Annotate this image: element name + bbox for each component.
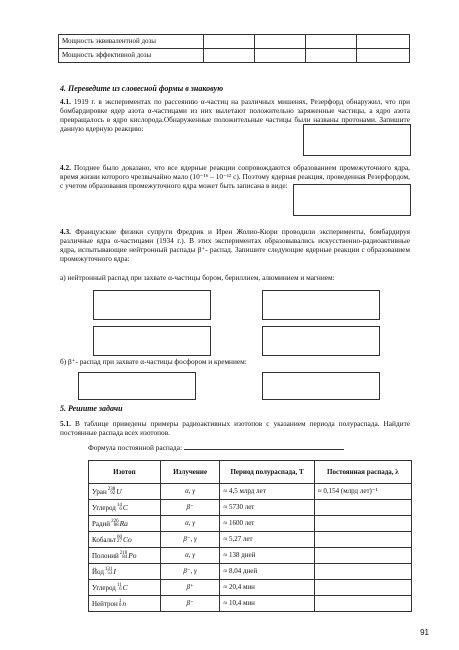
- nuclide-numbers: [105, 568, 113, 576]
- decay-constant-cell[interactable]: [314, 548, 411, 564]
- isotope-name: Кобальт: [92, 535, 117, 544]
- answer-box-4-1[interactable]: [303, 124, 411, 156]
- isotope-name: Углерод: [92, 503, 116, 512]
- isotope-name: Нейтрон: [92, 599, 118, 608]
- paragraph-4-1-number: 4.1.: [60, 97, 71, 106]
- half-life-cell: ≈ 8,04 дней: [220, 564, 314, 580]
- answer-box-4-3b-1[interactable]: [78, 372, 196, 400]
- radiation-cell: β⁻: [160, 500, 220, 516]
- dose-table-cell[interactable]: [357, 49, 410, 63]
- isotope-row: [89, 484, 412, 500]
- radiation-cell: α, γ: [160, 484, 220, 500]
- decay-constant-cell[interactable]: [314, 516, 411, 532]
- paragraph-4-3-b: б) β⁺- распад при захвате α-частицы фосфором и кремнием:: [60, 357, 247, 366]
- isotope-table-header: Период полураспада, T: [220, 461, 314, 484]
- nuclide-numbers: [119, 600, 122, 608]
- dose-table-cell[interactable]: [203, 35, 254, 49]
- isotope-row: [89, 500, 412, 516]
- dose-table-cell[interactable]: [203, 49, 254, 63]
- isotope-cell: [89, 484, 161, 500]
- mass-number: 238: [107, 487, 116, 493]
- dose-table-cell[interactable]: [254, 49, 305, 63]
- formula-label: Формула постоянной распада:: [88, 443, 182, 452]
- paragraph-4-3-a: а) нейтронный распад при захвате α-частицы бором, бериллием, алюминием и магнием:: [60, 273, 335, 282]
- paragraph-5-1: [60, 420, 410, 438]
- isotope-cell: [89, 580, 161, 596]
- atomic-number: 88: [113, 523, 119, 529]
- isotope-row: [89, 596, 412, 612]
- nuclide-numbers: [111, 520, 119, 528]
- radiation-cell: β⁻, γ: [160, 532, 220, 548]
- dose-table-label: Мощность эквивалентной дозы: [59, 35, 204, 49]
- isotope-cell: [89, 564, 161, 580]
- nuclide-numbers: [120, 552, 128, 560]
- atomic-number: 27: [117, 539, 123, 545]
- answer-box-4-3a-2[interactable]: [262, 290, 380, 320]
- mass-number: 11: [116, 583, 122, 589]
- mass-number: 131: [104, 567, 113, 573]
- atomic-number: 84: [122, 555, 128, 561]
- element-symbol: C: [122, 502, 128, 512]
- dose-table-row: [59, 35, 410, 49]
- isotope-name: Йод: [92, 567, 104, 576]
- atomic-number: 0: [118, 603, 122, 609]
- decay-constant-cell[interactable]: [314, 532, 411, 548]
- dose-table-label: Мощность эффективной дозы: [59, 49, 204, 63]
- dose-table-row: [59, 49, 410, 63]
- paragraph-4-3-number: 4.3.: [60, 227, 71, 236]
- formula-blank[interactable]: [184, 442, 344, 450]
- isotope-table-header: Постоянная распада, λ: [314, 461, 411, 484]
- nuclide-numbers: [117, 584, 122, 592]
- dose-table-cell[interactable]: [254, 35, 305, 49]
- decay-constant-cell[interactable]: [314, 596, 411, 612]
- paragraph-4-2-number: 4.2.: [60, 163, 71, 172]
- isotope-cell: [89, 548, 161, 564]
- nuclide-numbers: [117, 504, 122, 512]
- half-life-cell: ≈ 20,4 мин: [220, 580, 314, 596]
- answer-box-4-3a-1[interactable]: [93, 290, 211, 320]
- page-number: 91: [420, 628, 429, 637]
- mass-number: 210: [119, 551, 128, 557]
- isotope-name: Полоний: [92, 551, 119, 560]
- section4-heading: 4. Переведите из словесной формы в знаковую: [60, 84, 224, 93]
- paragraph-4-2-text: Позднее было доказано, что все ядерные реакции сопровождаются образованием промежуточного ядра, время жизни которого чрезвычайно мало (10⁻¹⁶ – 10⁻¹² с). Поэтому ядерная реакция, проведенная Резерфордом, с учетом образования промежуточного ядра может быть записана в виде:: [60, 163, 411, 190]
- radiation-cell: α, γ: [160, 516, 220, 532]
- element-symbol: Co: [123, 534, 132, 544]
- paragraph-5-1-text: В таблице приведены примеры радиоактивных изотопов с указанием периода полураспада. Найдите постоянные распада всех изотопов.: [60, 419, 410, 437]
- radiation-cell: β⁺: [160, 580, 220, 596]
- isotope-row: [89, 580, 412, 596]
- element-symbol: I: [113, 566, 116, 576]
- answer-box-4-3a-4[interactable]: [262, 326, 380, 356]
- radiation-cell: β⁻: [160, 596, 220, 612]
- dose-table-cell[interactable]: [305, 49, 356, 63]
- decay-constant-cell[interactable]: ≈ 0,154 (млрд лет)⁻¹: [314, 484, 411, 500]
- paragraph-4-3: [60, 228, 410, 264]
- isotope-cell: [89, 532, 161, 548]
- half-life-cell: ≈ 4,5 млрд лет: [220, 484, 314, 500]
- atomic-number: 6: [119, 507, 122, 513]
- decay-constant-cell[interactable]: [314, 564, 411, 580]
- element-symbol: Po: [128, 550, 137, 560]
- mass-number: 226: [111, 519, 119, 525]
- radiation-cell: β⁻, γ: [160, 564, 220, 580]
- half-life-cell: ≈ 138 дней: [220, 548, 314, 564]
- isotope-name: Радий: [92, 519, 111, 528]
- mass-number: 14: [116, 503, 122, 509]
- isotope-cell: [89, 596, 161, 612]
- atomic-number: 6: [119, 587, 122, 593]
- dose-rate-table: [58, 34, 410, 63]
- isotope-row: [89, 532, 412, 548]
- element-symbol: Ra: [119, 518, 128, 528]
- isotope-table-header: Излучение: [160, 461, 220, 484]
- isotope-row: [89, 564, 412, 580]
- isotope-cell: [89, 500, 161, 516]
- formula-line: [88, 442, 344, 453]
- isotope-row: [89, 548, 412, 564]
- paragraph-4-3-text: Французские физики супруги Фредрик и Ирен Жолио-Кюри проводили эксперименты, бомбардируя различные ядра α-частицами (1934 г.). В этих экспериментах образовывались искусственно-радиоактивные ядра, испытывающие нейтронный распады β⁺- распад. Запишите следующие ядерные реакции с образованием промежуточного ядра:: [60, 227, 410, 263]
- answer-box-4-3b-2[interactable]: [262, 372, 380, 400]
- radiation-cell: α, γ: [160, 548, 220, 564]
- half-life-cell: ≈ 5,27 лет: [220, 532, 314, 548]
- dose-table-cell[interactable]: [305, 35, 356, 49]
- nuclide-numbers: [108, 488, 116, 496]
- paragraph-4-1-text: 1919 г. в экспериментах по рассеянию α-частиц на различных мишенях, Резерфорд обнаружил, что при бомбардировке ядер азота α-частицами из них вылетают положительно заряженные частицы, а ядро азота превращалось в ядро кислорода.Обнаруженные положительные частицы были названы протонами. Запишите данную ядерную реакцию:: [60, 97, 410, 133]
- decay-constant-cell[interactable]: [314, 500, 411, 516]
- answer-box-4-3a-3[interactable]: [93, 326, 211, 356]
- isotope-table-header: Изотоп: [89, 461, 161, 484]
- half-life-cell: ≈ 1600 лет: [220, 516, 314, 532]
- mass-number: 1: [118, 599, 122, 605]
- mass-number: 60: [117, 535, 123, 541]
- isotope-name: Уран: [92, 487, 107, 496]
- answer-box-4-2[interactable]: [293, 184, 411, 216]
- atomic-number: 53: [107, 571, 113, 577]
- element-symbol: U: [116, 486, 122, 496]
- isotope-cell: [89, 516, 161, 532]
- element-symbol: C: [122, 582, 128, 592]
- isotope-table: [88, 460, 412, 612]
- nuclide-numbers: [117, 536, 122, 544]
- half-life-cell: ≈ 5730 лет: [220, 500, 314, 516]
- decay-constant-cell[interactable]: [314, 580, 411, 596]
- element-symbol: n: [122, 598, 127, 608]
- isotope-name: Углерод: [92, 583, 116, 592]
- atomic-number: 92: [110, 491, 116, 497]
- dose-table-cell[interactable]: [357, 35, 410, 49]
- paragraph-5-1-number: 5.1.: [60, 419, 71, 428]
- half-life-cell: ≈ 10,4 мин: [220, 596, 314, 612]
- isotope-row: [89, 516, 412, 532]
- section5-heading: 5. Решите задачи: [60, 404, 123, 413]
